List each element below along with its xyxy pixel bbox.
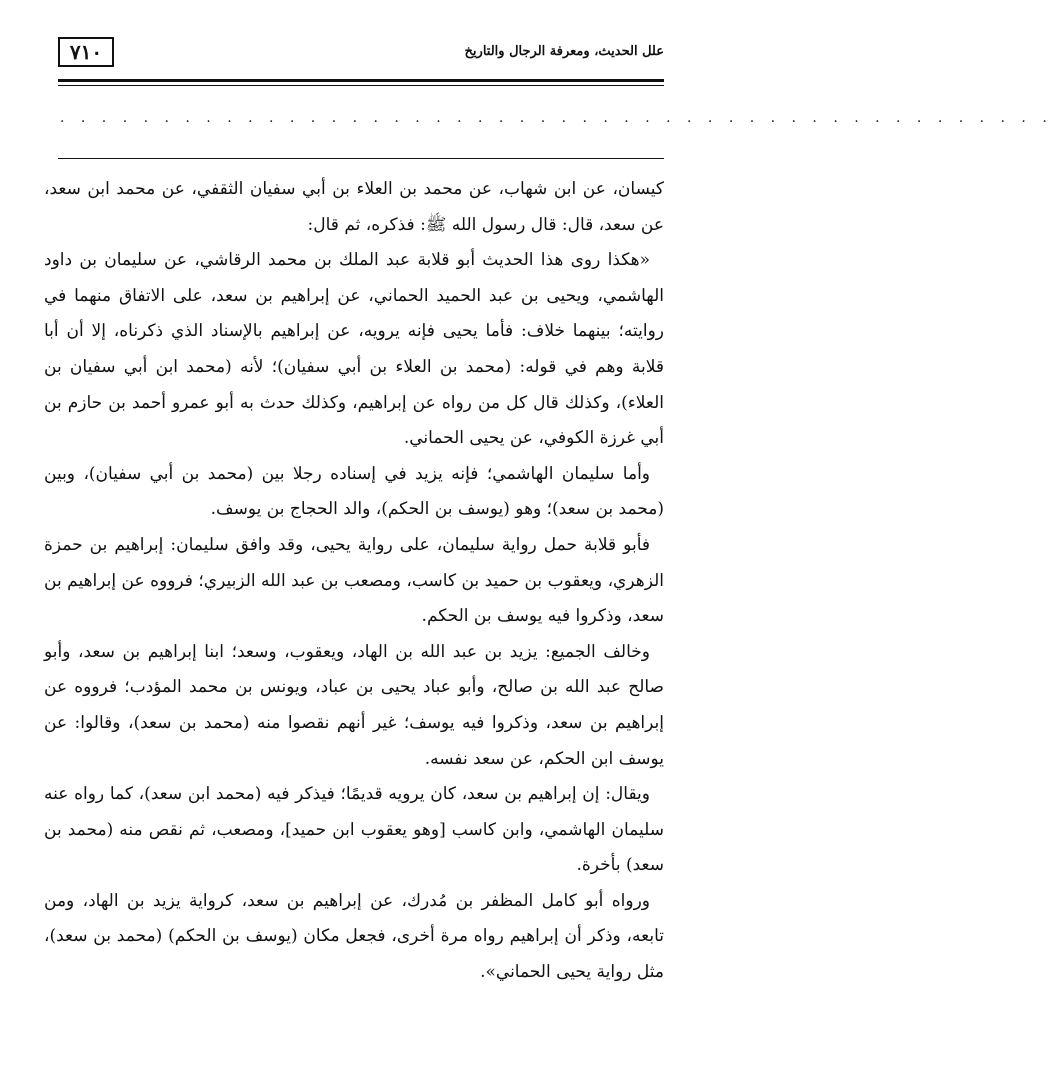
header-rule-thin [58,85,664,86]
paragraph: وخالف الجميع: يزيد بن عبد الله بن الهاد، ويعقوب، وسعد؛ ابنا إبراهيم بن سعد، وأبو صالح عبد الله بن صالح، وأبو عباد يحيى بن عباد، ويونس بن محمد المؤدب؛ فرووه عن إبراهيم بن سعد، وذكروا فيه يوسف؛ غير أنهم نقصوا منه (محمد بن سعد)، وقالوا: عن يوسف ابن الحكم، عن سعد نفسه. [44,641,664,769]
paragraph: كيسان، عن ابن شهاب، عن محمد بن العلاء بن أبي سفيان الثقفي، عن محمد ابن سعد، عن سعد، قال: قال رسول الله ﷺ: فذكره، ثم قال: [44,179,664,235]
header-rule-thick [58,79,664,82]
running-title: علل الحديث، ومعرفة الرجال والتاريخ [464,44,664,59]
paragraph: ويقال: إن إبراهيم بن سعد، كان يرويه قديمًا؛ فيذكر فيه (محمد ابن سعد)، كما رواه عنه سليمان الهاشمي، وابن كاسب [وهو يعقوب ابن حميد]، ومصعب، ثم نقص منه (محمد بن سعد) بأخرة. [44,784,664,876]
paragraph: «هكذا روى هذا الحديث أبو قلابة عبد الملك بن محمد الرقاشي، عن سليمان بن داود الهاشمي، ويحيى بن عبد الحميد الحماني، عن إبراهيم بن سعد، على الاتفاق منهما في روايته؛ بينهما خلاف: فأما يحيى فإنه يرويه، عن إبراهيم بالإسناد الذي ذكرناه، إلا أن أبا قلابة وهم في قوله: (محمد بن العلاء بن أبي سفيان)؛ لأنه (محمد ابن أبي سفيان بن العلاء)، وكذلك قال كل من رواه عن إبراهيم، وكذلك حدث به أبو عمرو أحمد بن حازم بن أبي غرزة الكوفي، عن يحيى الحماني. [44,250,664,449]
dotted-separator: . . . . . . . . . . . . . . . . . . . . . . . . . . . . . . . . . . . . . . . . . . . . . . . . [60,110,1053,126]
content-rule [58,158,664,159]
text-body [44,172,664,991]
page-header [58,34,664,74]
page-number: ٧١٠ [58,37,114,67]
paragraph: ورواه أبو كامل المظفر بن مُدرك، عن إبراهيم بن سعد، كرواية يزيد بن الهاد، ومن تابعه، وذكر أن إبراهيم رواه مرة أخرى، فجعل مكان (يوسف بن الحكم) (محمد بن سعد)، مثل رواية يحيى الحماني». [44,890,664,983]
paragraph: وأما سليمان الهاشمي؛ فإنه يزيد في إسناده رجلا بين (محمد بن أبي سفيان)، وبين (محمد بن سعد)؛ وهو (يوسف بن الحكم)، والد الحجاج بن يوسف. [44,463,664,520]
paragraph: فأبو قلابة حمل رواية سليمان، على رواية يحيى، وقد وافق سليمان: إبراهيم بن حمزة الزهري، ويعقوب بن حميد بن كاسب، ومصعب بن عبد الله الزبيري؛ فرووه عن إبراهيم بن سعد، وذكروا فيه يوسف بن الحكم. [44,534,664,627]
